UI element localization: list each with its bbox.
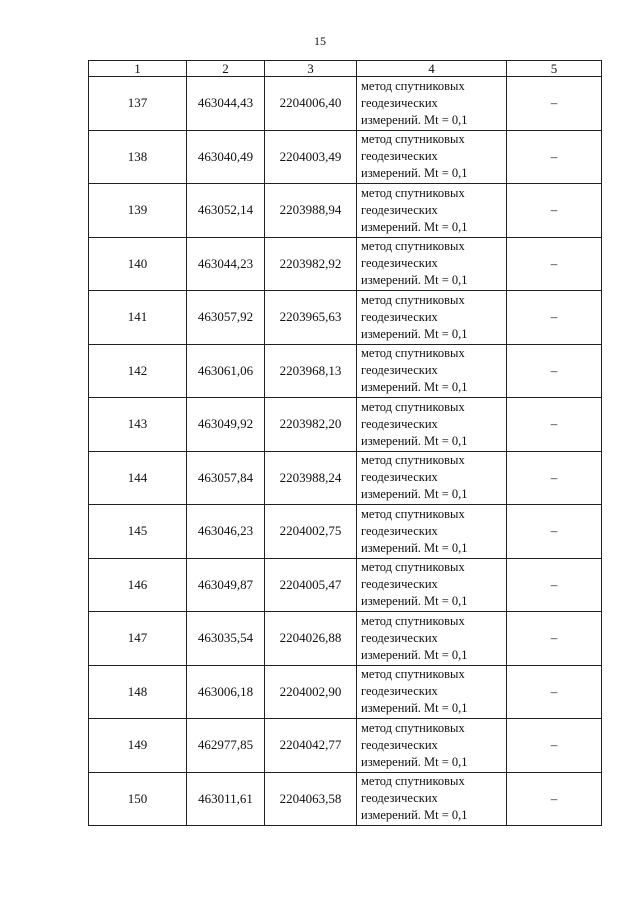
method-line: измерений. Mt = 0,1: [361, 594, 468, 609]
coordinate-x: 463011,61: [187, 772, 265, 826]
method-line: геодезических: [361, 416, 438, 431]
column-5-value: –: [507, 451, 602, 505]
page-number: 15: [314, 34, 326, 48]
method-line: измерений. Mt = 0,1: [361, 754, 468, 769]
table-row: [89, 77, 602, 131]
coordinate-y: 2204002,90: [265, 665, 357, 719]
point-number: 141: [89, 291, 187, 345]
method-description: [357, 398, 507, 452]
method-line: измерений. Mt = 0,1: [361, 647, 468, 662]
coordinate-y: 2203982,92: [265, 237, 357, 291]
method-line: геодезических: [361, 95, 438, 110]
coordinate-x: 463057,84: [187, 451, 265, 505]
column-header: 4: [357, 61, 507, 77]
method-line: геодезических: [361, 577, 438, 592]
point-number: 149: [89, 719, 187, 773]
method-line: метод спутниковых: [361, 292, 465, 307]
table-row: [89, 772, 602, 826]
point-number: 142: [89, 344, 187, 398]
table-row: [89, 184, 602, 238]
coordinate-x: 463035,54: [187, 612, 265, 666]
coordinate-x: 462977,85: [187, 719, 265, 773]
method-line: метод спутниковых: [361, 132, 465, 147]
column-5-value: –: [507, 237, 602, 291]
method-line: метод спутниковых: [361, 560, 465, 575]
method-line: измерений. Mt = 0,1: [361, 166, 468, 181]
method-description: [357, 291, 507, 345]
coordinate-y: 2204063,58: [265, 772, 357, 826]
point-number: 139: [89, 184, 187, 238]
coordinate-x: 463044,23: [187, 237, 265, 291]
coordinate-x: 463052,14: [187, 184, 265, 238]
method-line: геодезических: [361, 363, 438, 378]
method-description: [357, 130, 507, 184]
method-line: метод спутниковых: [361, 506, 465, 521]
coordinate-y: 2204006,40: [265, 77, 357, 131]
method-line: геодезических: [361, 684, 438, 699]
coordinate-y: 2203968,13: [265, 344, 357, 398]
coordinate-x: 463046,23: [187, 505, 265, 559]
method-line: метод спутниковых: [361, 78, 465, 93]
column-5-value: –: [507, 612, 602, 666]
method-line: геодезических: [361, 470, 438, 485]
coordinate-y: 2204003,49: [265, 130, 357, 184]
method-line: измерений. Mt = 0,1: [361, 326, 468, 341]
table-row: [89, 665, 602, 719]
coordinates-table: [88, 60, 602, 826]
column-5-value: –: [507, 291, 602, 345]
method-line: измерений. Mt = 0,1: [361, 112, 468, 127]
column-header: 3: [265, 61, 357, 77]
coordinate-y: 2204002,75: [265, 505, 357, 559]
table-row: [89, 237, 602, 291]
method-line: измерений. Mt = 0,1: [361, 701, 468, 716]
method-line: измерений. Mt = 0,1: [361, 219, 468, 234]
coordinate-x: 463049,92: [187, 398, 265, 452]
column-5-value: –: [507, 719, 602, 773]
table-row: [89, 344, 602, 398]
column-5-value: –: [507, 665, 602, 719]
method-line: геодезических: [361, 630, 438, 645]
method-description: [357, 505, 507, 559]
method-line: метод спутниковых: [361, 453, 465, 468]
column-5-value: –: [507, 558, 602, 612]
column-header: 5: [507, 61, 602, 77]
method-line: измерений. Mt = 0,1: [361, 433, 468, 448]
method-line: метод спутниковых: [361, 613, 465, 628]
method-description: [357, 77, 507, 131]
method-line: метод спутниковых: [361, 185, 465, 200]
method-line: метод спутниковых: [361, 667, 465, 682]
method-line: метод спутниковых: [361, 346, 465, 361]
column-header: 2: [187, 61, 265, 77]
point-number: 147: [89, 612, 187, 666]
column-5-value: –: [507, 344, 602, 398]
table-row: [89, 558, 602, 612]
column-5-value: –: [507, 505, 602, 559]
coordinate-y: 2203965,63: [265, 291, 357, 345]
method-description: [357, 665, 507, 719]
coordinate-y: 2204026,88: [265, 612, 357, 666]
point-number: 140: [89, 237, 187, 291]
column-header: 1: [89, 61, 187, 77]
coordinate-x: 463044,43: [187, 77, 265, 131]
method-line: метод спутниковых: [361, 774, 465, 789]
point-number: 145: [89, 505, 187, 559]
table-row: [89, 291, 602, 345]
point-number: 150: [89, 772, 187, 826]
method-line: метод спутниковых: [361, 720, 465, 735]
column-5-value: –: [507, 184, 602, 238]
method-description: [357, 237, 507, 291]
point-number: 143: [89, 398, 187, 452]
method-line: геодезических: [361, 256, 438, 271]
column-5-value: –: [507, 77, 602, 131]
point-number: 138: [89, 130, 187, 184]
coordinate-y: 2204042,77: [265, 719, 357, 773]
method-description: [357, 558, 507, 612]
method-description: [357, 184, 507, 238]
point-number: 148: [89, 665, 187, 719]
table-row: [89, 719, 602, 773]
method-description: [357, 772, 507, 826]
method-description: [357, 719, 507, 773]
coordinate-y: 2203982,20: [265, 398, 357, 452]
table-row: [89, 451, 602, 505]
coordinate-x: 463061,06: [187, 344, 265, 398]
column-5-value: –: [507, 772, 602, 826]
column-5-value: –: [507, 398, 602, 452]
coordinate-x: 463040,49: [187, 130, 265, 184]
coordinate-y: 2204005,47: [265, 558, 357, 612]
coordinate-y: 2203988,24: [265, 451, 357, 505]
method-line: геодезических: [361, 149, 438, 164]
column-5-value: –: [507, 130, 602, 184]
method-line: геодезических: [361, 309, 438, 324]
method-line: измерений. Mt = 0,1: [361, 487, 468, 502]
point-number: 146: [89, 558, 187, 612]
coordinate-y: 2203988,94: [265, 184, 357, 238]
table-row: [89, 612, 602, 666]
point-number: 144: [89, 451, 187, 505]
table-header-row: [89, 61, 602, 77]
method-description: [357, 451, 507, 505]
method-line: метод спутниковых: [361, 399, 465, 414]
method-line: измерений. Mt = 0,1: [361, 540, 468, 555]
table-row: [89, 505, 602, 559]
method-line: измерений. Mt = 0,1: [361, 380, 468, 395]
method-description: [357, 344, 507, 398]
method-line: метод спутниковых: [361, 239, 465, 254]
method-line: геодезических: [361, 523, 438, 538]
table-row: [89, 398, 602, 452]
method-line: измерений. Mt = 0,1: [361, 273, 468, 288]
coordinate-x: 463057,92: [187, 291, 265, 345]
coordinate-x: 463006,18: [187, 665, 265, 719]
method-line: измерений. Mt = 0,1: [361, 808, 468, 823]
method-line: геодезических: [361, 737, 438, 752]
method-line: геодезических: [361, 791, 438, 806]
method-description: [357, 612, 507, 666]
point-number: 137: [89, 77, 187, 131]
coordinate-x: 463049,87: [187, 558, 265, 612]
method-line: геодезических: [361, 202, 438, 217]
table-row: [89, 130, 602, 184]
